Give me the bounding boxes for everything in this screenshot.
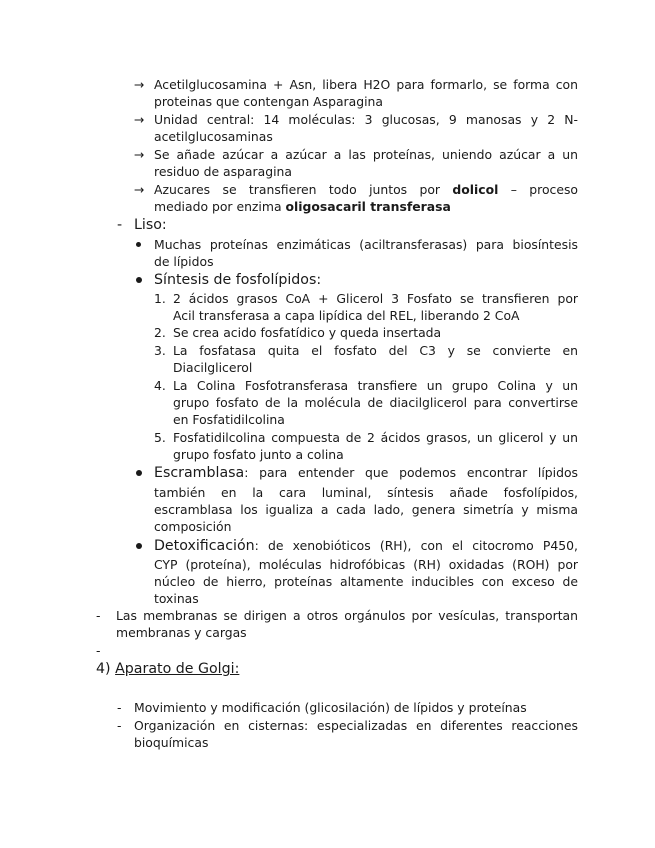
bullet-icon [136, 242, 141, 247]
paragraph-text: Las membranas se dirigen a otros orgánulos por vesículas, transportan [116, 608, 578, 623]
list-item-text: toxinas [154, 591, 199, 606]
list-item-text: grupo fosfato de la molécula de diacilglicerol para convertirse [173, 395, 578, 410]
list-item-text: CYP (proteína), moléculas hidrofóbicas (RH) oxidadas (ROH) por [154, 557, 578, 572]
section-heading: 4) Aparato de Golgi: [96, 661, 240, 677]
list-item-text: núcleo de hierro, proteínas altamente inducibles con exceso de [154, 574, 578, 589]
list-item-text: Escramblasa: para entender que podemos encontrar lípidos [154, 465, 578, 481]
list-item-text: Azucares se transfieren todo juntos por dolicol – proceso [154, 182, 578, 197]
list-item-text: acetilglucosaminas [154, 129, 273, 144]
list-item-text: Acetilglucosamina + Asn, libera H2O para formarlo, se forma con [154, 77, 578, 92]
list-item-text: La fosfatasa quita el fosfato del C3 y se convierte en [173, 343, 578, 358]
list-item-text: Unidad central: 14 moléculas: 3 glucosas, 9 manosas y 2 N- [154, 112, 578, 127]
dash-marker: - [117, 700, 122, 715]
list-item-text: Movimiento y modificación (glicosilación) de lípidos y proteínas [134, 700, 527, 715]
arrow-icon: → [134, 147, 145, 162]
list-item-text: mediado por enzima oligosacaril transferasa [154, 199, 451, 214]
dash-marker: - [117, 718, 122, 733]
list-item-text: Organización en cisternas: especializadas en diferentes reacciones [134, 718, 578, 733]
list-item-text: Se crea acido fosfatídico y queda insertada [173, 325, 442, 340]
list-item-text: residuo de asparagina [154, 164, 292, 179]
list-item-text: 2 ácidos grasos CoA + Glicerol 3 Fosfato se transfieren por [173, 291, 578, 306]
subsection-heading: Liso: [134, 217, 167, 233]
dash-marker: - [96, 643, 101, 658]
dash-marker: - [96, 608, 101, 623]
list-number: 4. [154, 378, 166, 393]
list-item-text: composición [154, 519, 232, 534]
list-number: 5. [154, 430, 166, 445]
list-item-text: Muchas proteínas enzimáticas (aciltransferasas) para biosíntesis [154, 237, 578, 252]
bullet-icon [136, 543, 142, 549]
list-item-text: Se añade azúcar a azúcar a las proteínas, uniendo azúcar a un [154, 147, 578, 162]
list-number: 1. [154, 291, 166, 306]
paragraph-text: membranas y cargas [116, 625, 247, 640]
bullet-icon [136, 277, 142, 283]
arrow-icon: → [134, 182, 145, 197]
list-item-text: en Fosfatidilcolina [173, 412, 285, 427]
arrow-icon: → [134, 77, 145, 92]
list-item-text: Acil transferasa a capa lipídica del REL, liberando 2 CoA [173, 308, 520, 323]
list-item-text: bioquímicas [134, 735, 209, 750]
list-item-text: Detoxificación: de xenobióticos (RH), con el citocromo P450, [154, 538, 578, 554]
dash-marker: - [117, 217, 123, 233]
list-number: 3. [154, 343, 166, 358]
list-item-text: proteinas que contengan Asparagina [154, 94, 383, 109]
list-item-text: escramblasa los igualiza a cada lado, genera simetría y misma [154, 502, 578, 517]
arrow-icon: → [134, 112, 145, 127]
list-item-text: de lípidos [154, 254, 214, 269]
list-item-text: Fosfatidilcolina compuesta de 2 ácidos grasos, un glicerol y un [173, 430, 578, 445]
list-item-text: Diacilglicerol [173, 360, 253, 375]
list-item-text: La Colina Fosfotransferasa transfiere un grupo Colina y un [173, 378, 578, 393]
list-item-text: grupo fosfato junto a colina [173, 447, 344, 462]
list-number: 2. [154, 325, 166, 340]
list-item-heading: Síntesis de fosfolípidos: [154, 272, 322, 288]
list-item-text: también en la cara luminal, síntesis añade fosfolípidos, [154, 485, 578, 500]
bullet-icon [136, 470, 142, 476]
